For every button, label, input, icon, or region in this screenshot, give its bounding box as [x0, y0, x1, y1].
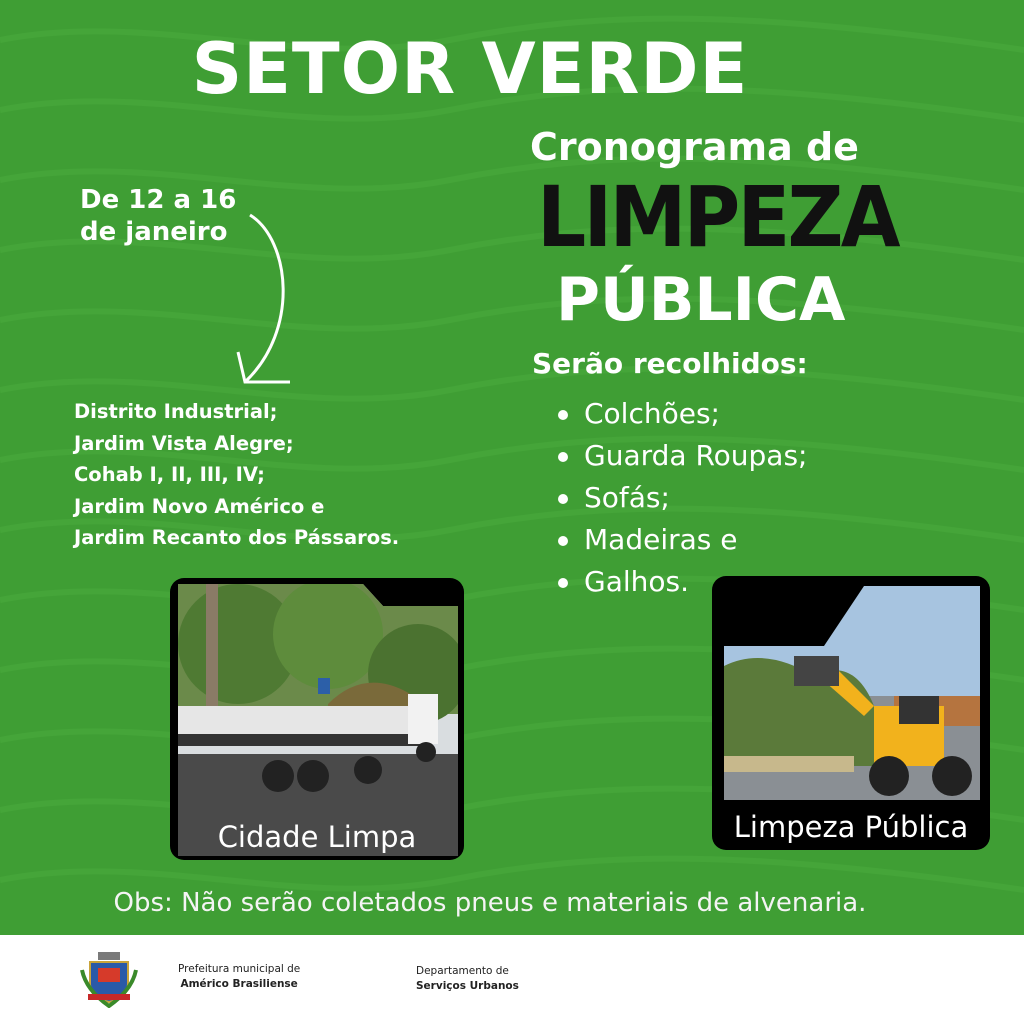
loader-photo — [724, 586, 980, 800]
date-line-1: De 12 a 16 — [80, 185, 237, 215]
collection-item: Sofás; — [556, 477, 807, 519]
department-label — [416, 964, 519, 994]
department-line-1: Departamento de — [416, 965, 509, 977]
municipality-line-2: Américo Brasiliense — [180, 978, 298, 990]
district-item: Jardim Novo Américo e — [74, 494, 325, 518]
publica-heading: PÚBLICA — [556, 265, 846, 335]
collection-list — [556, 393, 807, 603]
collection-note: Obs: Não serão coletados pneus e materiais de alvenaria. — [113, 888, 867, 918]
district-item: Distrito Industrial; — [74, 400, 278, 423]
photo-card-loader — [712, 576, 990, 850]
curved-arrow-icon — [230, 210, 310, 390]
limpeza-heading: LIMPEZA — [537, 168, 898, 266]
photo-caption: Limpeza Pública — [733, 810, 969, 844]
municipal-crest-icon — [80, 950, 138, 1008]
collection-item: Madeiras e — [556, 519, 807, 561]
municipality-line-1: Prefeitura municipal de — [178, 963, 301, 975]
photo-card-truck — [170, 578, 464, 860]
schedule-subheading: Cronograma de — [530, 125, 859, 169]
district-item: Jardim Vista Alegre; — [74, 431, 294, 455]
municipality-label — [178, 962, 300, 992]
collection-item: Guarda Roupas; — [556, 435, 807, 477]
truck-photo — [178, 584, 458, 856]
collection-item: Galhos. — [556, 561, 807, 603]
collection-heading: Serão recolhidos: — [532, 347, 808, 380]
district-list — [74, 396, 399, 554]
date-line-2: de janeiro — [80, 217, 228, 247]
photo-caption: Cidade Limpa — [217, 820, 417, 854]
date-range — [80, 184, 236, 248]
department-line-2: Serviços Urbanos — [416, 980, 519, 992]
district-item: Cohab I, II, III, IV; — [74, 463, 265, 486]
collection-item: Colchões; — [556, 393, 807, 435]
page-title: SETOR VERDE — [191, 28, 749, 110]
district-item: Jardim Recanto dos Pássaros. — [74, 526, 400, 549]
